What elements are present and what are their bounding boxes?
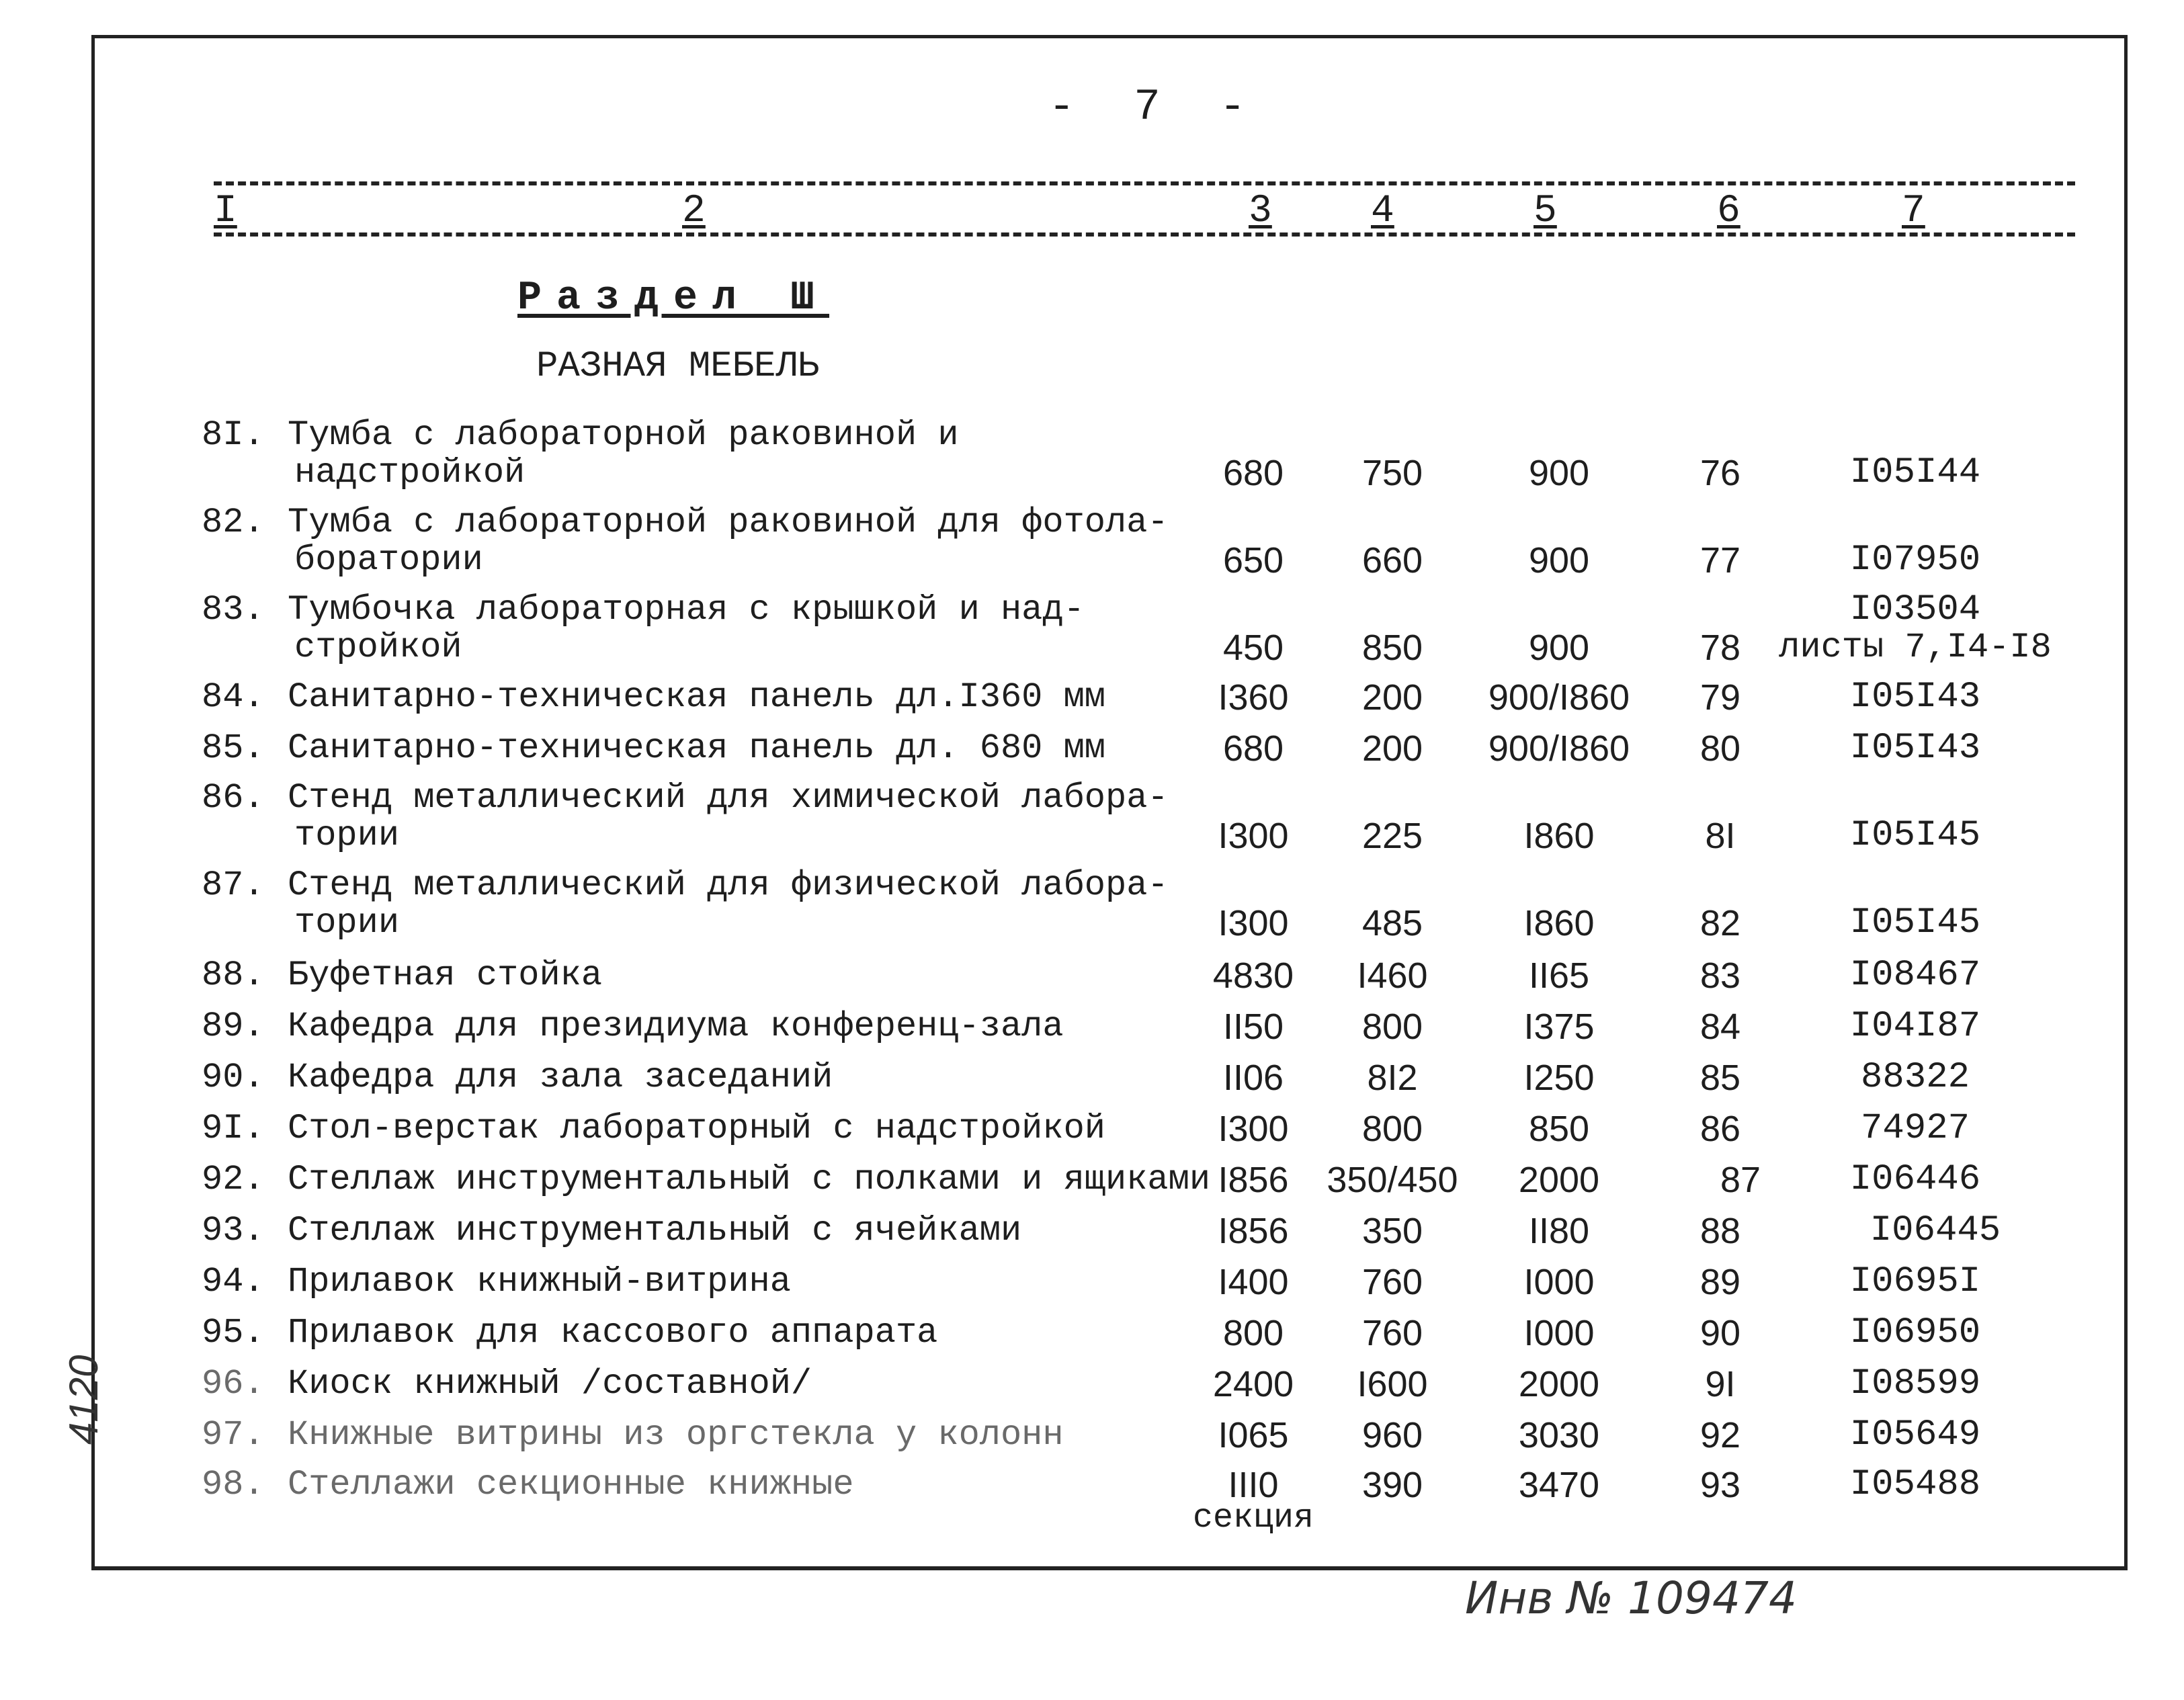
cell-col3: I856: [1218, 1211, 1289, 1251]
cell-col7: I08599: [1849, 1363, 1981, 1404]
cell-col6: 84: [1699, 1007, 1741, 1047]
row-name: Санитарно-техническая панель дл. 680 мм: [288, 728, 1105, 768]
cell-col6: 87: [1720, 1160, 1761, 1200]
cell-col5: II80: [1528, 1211, 1590, 1251]
cell-col7: I05I43: [1849, 728, 1981, 769]
row-number: 8I.: [202, 415, 265, 455]
section-title: Раздел Ш: [517, 275, 830, 321]
cell-col3: 2400: [1212, 1364, 1294, 1404]
cell-col3: II06: [1222, 1058, 1284, 1098]
row-name: Стенд металлический для физической лабора- тории: [288, 865, 1169, 943]
row-number: 90.: [202, 1058, 265, 1097]
cell-col3: I300: [1218, 903, 1289, 943]
header-rule-bottom: [214, 232, 2075, 237]
row-number: 86.: [202, 778, 265, 818]
cell-col7: I05I43: [1849, 677, 1981, 718]
cell-col4: 750: [1361, 453, 1423, 493]
column-number-3: 3: [1249, 189, 1272, 233]
cell-col3: I360: [1218, 677, 1289, 718]
cell-col7: I04I87: [1849, 1006, 1981, 1047]
cell-col5: I000: [1523, 1262, 1595, 1302]
row-number: 98.: [202, 1465, 265, 1504]
row-name: Кафедра для зала заседаний: [288, 1058, 833, 1097]
row-number: 93.: [202, 1211, 265, 1250]
cell-col6: 85: [1699, 1058, 1741, 1098]
cell-col7: I05I45: [1849, 902, 1981, 943]
cell-col5: 2000: [1518, 1160, 1600, 1200]
cell-col6: 78: [1699, 628, 1741, 668]
row-number: 88.: [202, 955, 265, 995]
cell-col4: I460: [1357, 955, 1428, 996]
cell-col3: 680: [1222, 728, 1284, 769]
row-number: 95.: [202, 1313, 265, 1353]
cell-col4: 350: [1361, 1211, 1423, 1251]
cell-col4: 200: [1361, 677, 1423, 718]
column-number-6: 6: [1717, 189, 1740, 233]
header-rule-top: [214, 181, 2075, 185]
cell-col4: 485: [1361, 903, 1423, 943]
row-number: 87.: [202, 865, 265, 905]
cell-col4: 960: [1361, 1415, 1423, 1455]
cell-col3: 4830: [1212, 955, 1294, 996]
cell-col6: 77: [1699, 540, 1741, 581]
cell-col4: 350/450: [1327, 1160, 1458, 1200]
cell-col5: 3030: [1518, 1415, 1600, 1455]
cell-col7: I05488: [1849, 1464, 1981, 1505]
row-name: Прилавок книжный-витрина: [288, 1262, 791, 1302]
cell-col4: 800: [1361, 1109, 1423, 1149]
cell-col6: 92: [1699, 1415, 1741, 1455]
row-name: Стеллажи секционные книжные: [288, 1465, 854, 1504]
row-name: Санитарно-техническая панель дл.I360 мм: [288, 677, 1105, 717]
column-number-1: I: [214, 189, 237, 233]
cell-col3: I300: [1218, 1109, 1289, 1149]
cell-col3: I400: [1218, 1262, 1289, 1302]
cell-col7: I06445: [1870, 1210, 2001, 1251]
row-number: 82.: [202, 503, 265, 542]
cell-col3: 680: [1222, 453, 1284, 493]
cell-col3: III0: [1228, 1465, 1279, 1505]
cell-col5: I860: [1523, 816, 1595, 856]
cell-col7: I05I45: [1849, 815, 1981, 856]
row-name: Стеллаж инструментальный с ячейками: [288, 1211, 1022, 1250]
cell-col7: I05I44: [1849, 452, 1981, 493]
cell-col6: 86: [1699, 1109, 1741, 1149]
cell-col7: I06446: [1849, 1159, 1981, 1200]
row-name: Буфетная стойка: [288, 955, 603, 995]
cell-col4: 760: [1361, 1262, 1423, 1302]
cell-col6: 88: [1699, 1211, 1741, 1251]
cell-col3: I300: [1218, 816, 1289, 856]
margin-handwritten-note: 4120: [61, 1355, 106, 1445]
cell-col6: 79: [1699, 677, 1741, 718]
cell-col5: I000: [1523, 1313, 1595, 1353]
row-number: 94.: [202, 1262, 265, 1302]
cell-col3: 800: [1222, 1313, 1284, 1353]
section-subtitle: РАЗНАЯ МЕБЕЛЬ: [536, 346, 820, 387]
inventory-handwritten-note: Инв № 109474: [1465, 1572, 1797, 1624]
row-number: 96.: [202, 1364, 265, 1404]
cell-col6: 76: [1699, 453, 1741, 493]
row-name: Тумба с лабораторной раковиной и надстройкой: [288, 415, 959, 493]
cell-col4: 660: [1361, 540, 1423, 581]
row-number: 84.: [202, 677, 265, 717]
cell-col5: 900: [1528, 628, 1590, 668]
cell-col5: 2000: [1518, 1364, 1600, 1404]
cell-col3: 650: [1222, 540, 1284, 581]
cell-col7: 74927: [1860, 1108, 1970, 1149]
row-name: Тумба с лабораторной раковиной для фотола- боратории: [288, 503, 1169, 580]
row-number: 92.: [202, 1160, 265, 1199]
cell-col5: 3470: [1518, 1465, 1600, 1505]
cell-col4: 850: [1361, 628, 1423, 668]
cell-col5: I860: [1523, 903, 1595, 943]
cell-col7: I06950: [1849, 1312, 1981, 1353]
cell-col5: 900/I860: [1488, 728, 1630, 769]
cell-col5: II65: [1528, 955, 1590, 996]
cell-col6: 93: [1699, 1465, 1741, 1505]
cell-col6: 9I: [1705, 1364, 1736, 1404]
row-name: Стол-верстак лабораторный с надстройкой: [288, 1109, 1105, 1148]
cell-col4: 800: [1361, 1007, 1423, 1047]
cell-col4: 390: [1361, 1465, 1423, 1505]
cell-col7: I08467: [1849, 955, 1981, 996]
cell-col6: 90: [1699, 1313, 1741, 1353]
column-number-4: 4: [1371, 189, 1394, 233]
cell-col6: 89: [1699, 1262, 1741, 1302]
cell-col7: I05649: [1849, 1414, 1981, 1455]
column-number-7: 7: [1902, 189, 1925, 233]
row-name: Тумбочка лабораторная с крышкой и над- стройкой: [288, 590, 1085, 667]
cell-col4: 200: [1361, 728, 1423, 769]
row-number: 83.: [202, 590, 265, 630]
row-name: Прилавок для кассового аппарата: [288, 1313, 938, 1353]
row-number: 89.: [202, 1007, 265, 1046]
cell-col5: 850: [1528, 1109, 1590, 1149]
cell-col4: I600: [1357, 1364, 1428, 1404]
row-number: 97.: [202, 1415, 265, 1455]
row-name: Кафедра для президиума конференц-зала: [288, 1007, 1064, 1046]
sheets-note: листы 7,I4-I8: [1779, 628, 2052, 667]
cell-col5: I375: [1523, 1007, 1595, 1047]
row-name: Стенд металлический для химической лабора- тории: [288, 778, 1169, 855]
row-name: Киоск книжный /составной/: [288, 1364, 812, 1404]
cell-col7: I07950: [1849, 540, 1981, 581]
column-number-2: 2: [682, 189, 706, 233]
cell-col4: 760: [1361, 1313, 1423, 1353]
cell-col7: I03504 листы 7,I4-I8: [1774, 591, 2056, 667]
row-name: Книжные витрины из оргстекла у колонн: [288, 1415, 1064, 1455]
cell-col4: 225: [1361, 816, 1423, 856]
cell-col7: 88322: [1860, 1057, 1970, 1098]
cell-col3-unit: секция: [1192, 1499, 1314, 1537]
row-number: 9I.: [202, 1109, 265, 1148]
cell-col5: 900: [1528, 540, 1590, 581]
cell-col5: 900: [1528, 453, 1590, 493]
cell-col6: 8I: [1705, 816, 1736, 856]
page-number: - 7 -: [1048, 82, 1263, 132]
cell-col6: 82: [1699, 903, 1741, 943]
row-number: 85.: [202, 728, 265, 768]
cell-col3: II50: [1222, 1007, 1284, 1047]
cell-col6: 83: [1699, 955, 1741, 996]
cell-col5: 900/I860: [1488, 677, 1630, 718]
cell-col3: 450: [1222, 628, 1284, 668]
cell-col3: I856: [1218, 1160, 1289, 1200]
row-name: Стеллаж инструментальный с полками и ящиками: [288, 1160, 1211, 1199]
cell-col5: I250: [1523, 1058, 1595, 1098]
cell-col3: I065: [1218, 1415, 1289, 1455]
column-number-5: 5: [1534, 189, 1557, 233]
cell-col6: 80: [1699, 728, 1741, 769]
cell-col7: I0695I: [1849, 1261, 1981, 1302]
cell-col4: 8I2: [1367, 1058, 1418, 1098]
